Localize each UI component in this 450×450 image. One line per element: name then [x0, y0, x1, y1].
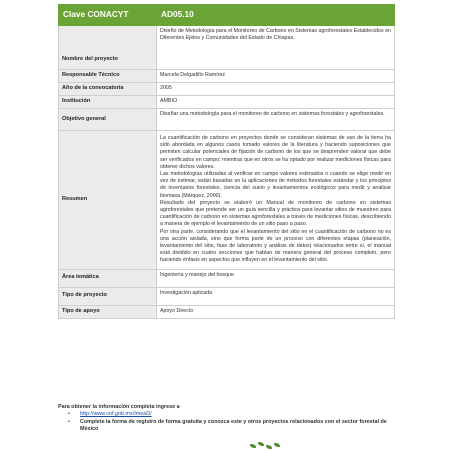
row-tipo-apoyo	[59, 305, 395, 318]
header-row	[59, 5, 395, 26]
value-tipo-apoyo: Apoyo Directo	[157, 305, 395, 318]
footer-bullet-item	[58, 419, 394, 434]
label-tipo-apoyo: Tipo de apoyo	[59, 305, 157, 318]
value-responsable: Marcela Delgadillo Ramírez	[157, 70, 395, 83]
header-label: Clave CONACYT	[59, 5, 157, 26]
label-responsable: Responsable Técnico	[59, 70, 157, 83]
project-table	[58, 4, 395, 319]
row-institucion	[59, 96, 395, 109]
row-nombre	[59, 26, 395, 70]
footer-info	[58, 404, 394, 433]
row-area	[59, 269, 395, 287]
label-nombre: Nombre del proyecto	[59, 26, 157, 70]
resumen-paragraph: La cuantificación de carbono en proyectos donde se consideran sistemas de uso de la tierra ha sido abordada en algunos casos tomado valores de la literatura y haciendo suposiciones que permiten calcular potenciales de fijación de carbono de los que se desprenden valorar que debe ser verificados en campo; mientras que en otros se ha optado por realizar mediciones físicas para obtener dichos valores.	[160, 135, 391, 170]
row-objetivo	[59, 109, 395, 131]
footer-bullets	[58, 411, 394, 433]
value-resumen	[157, 131, 395, 270]
value-area: Ingeniería y manejo del bosque	[157, 269, 395, 287]
row-responsable	[59, 70, 395, 83]
value-nombre: Diseño de Metodología para el Monitoreo de Carbono en Sistemas agroforestales Establecidos en Diferentes Ejidos y Comunidades del Estado de Chiapas.	[157, 26, 395, 70]
leaf-icon	[266, 445, 272, 449]
leaf-logo-icon	[250, 442, 290, 450]
footer-intro: Para obtener la información completa ingrese a	[58, 404, 180, 410]
label-area: Área temática	[59, 269, 157, 287]
label-anio: Año de la convocatoria	[59, 83, 157, 96]
resumen-paragraph: Resultado del proyecto se elaboró un Manual de monitoreo de carbono en sistemas agroforestales que pretende ser un guía sencilla y práctica para levantar sitios de muestreo para cuantificación de carbono en sistemas agroforestales a través de mediciones físicas, describiendo a manera de ejemplo el levantamiento de un sitio paso a paso.	[160, 199, 391, 228]
label-tipo-proyecto: Tipo de proyecto	[59, 287, 157, 305]
value-tipo-proyecto: Investigación aplicada	[157, 287, 395, 305]
label-resumen: Resumen	[59, 131, 157, 270]
row-tipo-proyecto	[59, 287, 395, 305]
label-institucion: Institución	[59, 96, 157, 109]
resumen-paragraph: Las metodologías utilizadas al verificar en campo valores estimados o cuando se elige medir en vez de estimar, están basadas en la aplicaciones de métodos forestales estándar y los principios de inventarios forestales, ciencia del suelo y levantamientos ecológicos para medir y analizar biomasa (Márquez, 2000).	[160, 171, 391, 199]
row-resumen	[59, 131, 395, 270]
project-sheet	[58, 4, 394, 319]
leaf-icon	[250, 444, 256, 448]
bullet-icon: •	[68, 418, 70, 425]
footer-link[interactable]: http://www.cnf.gob.mx/ImeaD/	[80, 411, 152, 418]
footer-bullet-item	[58, 411, 394, 418]
value-objetivo: Diseñar una metodología para el monitoreo de carbono en sistemas forestales y agroforestales.	[157, 109, 395, 131]
row-anio	[59, 83, 395, 96]
value-anio: 2005	[157, 83, 395, 96]
header-value: AD05.10	[157, 5, 395, 26]
value-institucion: AMBIO	[157, 96, 395, 109]
resumen-paragraph: Por otra parte, considerando que el levantamiento del sitio en el cuantificación de carbono no es una acción aislada, sino que forma parte de un proceso con diferentes etapas (planeación, levantamiento del sitio, fase de laboratorio y análisis de datos) relacionados entre sí, el manual está dividido en cuatro secciones que hablan de manera general del proceso completo, pero haciendo énfasis en aspectos que influyen en el levantamiento del sitio.	[160, 228, 391, 264]
leaf-icon	[258, 442, 264, 446]
leaf-icon	[274, 443, 280, 447]
bullet-icon: •	[68, 411, 70, 418]
footer-bullet-text: Complete la forma de registro de forma gratuita y conozca este y otros proyectos relacionados con el sector forestal de México	[80, 418, 387, 432]
label-objetivo: Objetivo general	[59, 109, 157, 131]
